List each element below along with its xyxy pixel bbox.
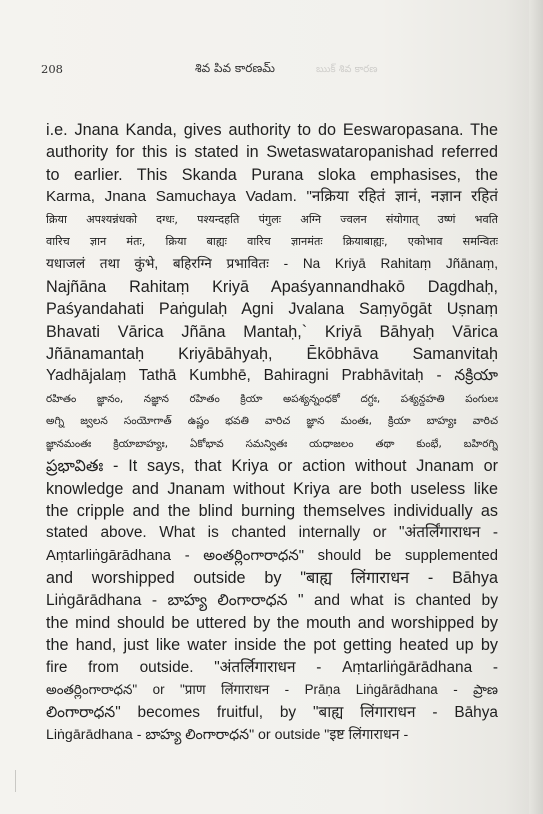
running-title: శివ పివ కారణమ్ <box>195 61 275 75</box>
text-line: Liṅgārādhana - బాహ్య లింగారాధన " and what is chanted by <box>46 591 498 609</box>
text-line: లింగారాధన" becomes fruitful, by "बाह्य लिंगाराधन - Bāhya <box>46 703 498 721</box>
body-paragraph <box>46 119 498 746</box>
text-line: यधाजलं तथा कुंभे, बहिरग्नि प्रभावितः - Na Kriyā Rahitaṃ Jñānaṃ, <box>46 256 498 272</box>
text-line: అంతర్లింగారాధన" or "प्राण लिंगाराधन - Prāṇa Liṅgārādhana - ప్రాణ <box>46 682 498 698</box>
text-line: ప్రభావితః - It says, that Kriya or action without Jnanam or <box>46 457 498 476</box>
text-line: the mind should be uttered by the mouth and worshipped by <box>46 613 498 632</box>
page-number: 208 <box>41 62 63 76</box>
text-line: అగ్ని జ్వలన సంయోగాత్ ఉష్ణం భవతి వారిచ జ్ఞాన మంతః, క్రియా బాహ్యః వారిచ <box>46 415 498 428</box>
text-line: Paśyandahati Paṅgulaḥ Agni Jvalana Saṃyōgāt Uṣnaṃ <box>46 300 498 319</box>
text-line: రహితం జ్ఞానం, నజ్ఞాన రహితం క్రియా అపశ్యన్నంధకో దగ్ధః, పశ్యన్దహతి పంగులః <box>46 392 498 405</box>
text-line: Najñāna Rahitaṃ Kriyā Apaśyannandhakō Dagdhaḥ, <box>46 277 498 296</box>
text-line: क्रिया अपश्यन्नंधको दग्धः, पश्यन्दहति पंगुलः अग्नि ज्वलन संयोगात् उष्णं भवति <box>46 212 498 226</box>
text-line: the hand, just like water inside the pot getting heated up by <box>46 636 498 655</box>
text-line: वारिच ज्ञान मंतः, क्रिया बाह्यः वारिच ज्ञानमंतः क्रियाबाह्यः, एकोभाव समन्वितः <box>46 235 498 249</box>
text-line: the cripple and the blind burning themselves individually as <box>46 501 498 520</box>
text-line: and worshipped outside by "बाह्य लिंगाराधन - Bāhya <box>46 569 498 588</box>
text-line: Liṅgārādhana - బాహ్య లింగారాధన" or outside "इष्ट लिंगाराधन - <box>46 726 409 743</box>
text-line: జ్ఞానమంతః క్రియాబాహ్యః, ఏకోభావ సమన్వితః యధాజలం తథా కుంభే, బహిరగ్ని <box>46 437 498 450</box>
text-line: Yadhājalaṃ Tathā Kumbhē, Bahiragni Prabhāvitaḥ - నక్రియా <box>46 367 498 385</box>
bleed-through-text: ఋక్ శివ కారణ <box>316 64 378 75</box>
text-line: authority for this is stated in Swetaswataropanishad referred <box>46 143 498 162</box>
page-edge-shadow <box>529 0 543 814</box>
text-line: stated above. What is chanted internally or "अंतर्लिंगाराधन - <box>46 524 498 542</box>
text-line: fire from outside. "अंतर्लिगाराधन - Aṃtarliṅgārādhana - <box>46 658 498 676</box>
text-line: Bhavati Vārica Jñāna Mantaḥ,` Kriyā Bāhyaḥ Vārica <box>46 322 498 341</box>
text-line: knowledge and Jnanam without Kriya are both useless like <box>46 479 498 498</box>
page-header <box>0 62 543 82</box>
text-line: to earlier. This Skanda Purana sloka emphasises, the <box>46 165 498 184</box>
text-line: i.e. Jnana Kanda, gives authority to do Eeswaropasana. The <box>46 121 498 139</box>
text-line: Aṃtarliṅgārādhana - అంతర్లింగారాధన" should be supplemented <box>46 547 498 564</box>
text-line: Karma, Jnana Samuchaya Vadam. "नक्रिया रहितं ज्ञानं, नज्ञान रहितं <box>46 188 498 206</box>
margin-mark <box>15 770 16 792</box>
text-line: Jñānamantaḥ Kriyābāhyaḥ, Ēkōbhāva Samanvitaḥ <box>46 345 498 364</box>
